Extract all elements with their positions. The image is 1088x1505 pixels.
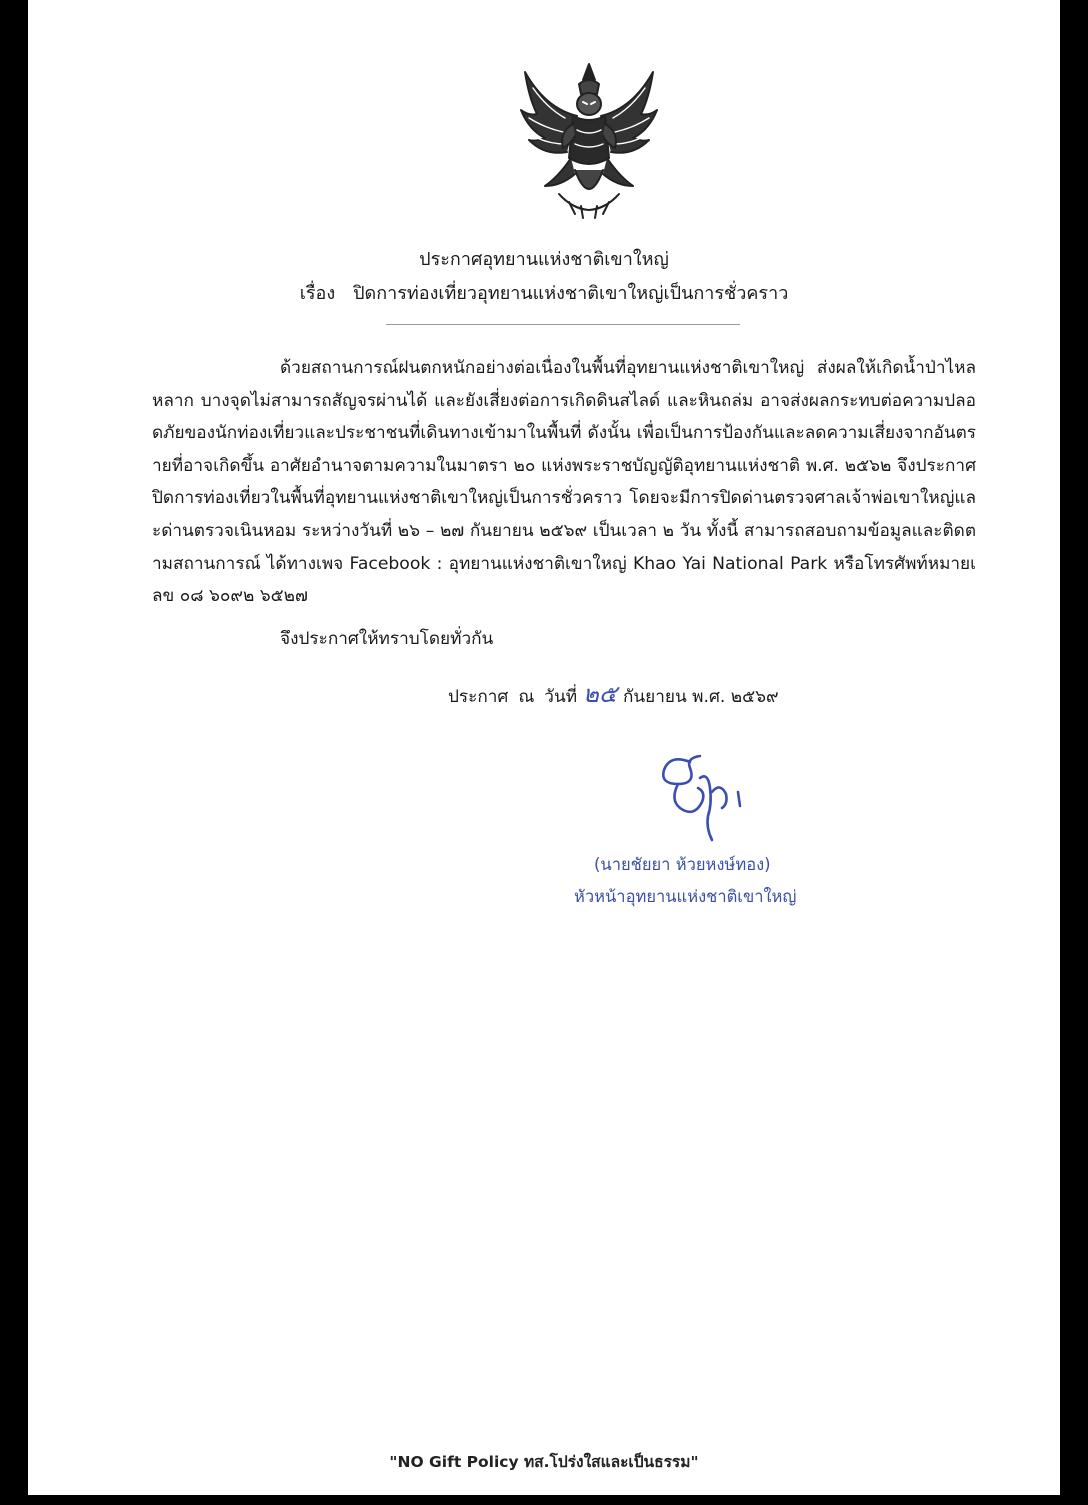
closing-statement: จึงประกาศให้ทราบโดยทั่วกัน [280, 629, 494, 649]
body-paragraph: ด้วยสถานการณ์ฝนตกหนักอย่างต่อเนื่องในพื้นที่อุทยานแห่งชาติเขาใหญ่ ส่งผลให้เกิดน้ำป่าไหลหลาก บางจุดไม่สามารถสัญจรผ่านได้ และยังเสี่ยงต่อการเกิดดินสไลด์ และหินถล่ม อาจส่งผลกระทบต่อความปลอดภัยของนักท่องเที่ยวและประชาชนที่เดินทางเข้ามาในพื้นที่ ดังนั้น เพื่อเป็นการป้องกันและลดความเสี่ยงจากอันตรายที่อาจเกิดขึ้น อาศัยอำนาจตามความในมาตรา ๒๐ แห่งพระราชบัญญัติอุทยานแห่งชาติ พ.ศ. ๒๕๖๒ จึงประกาศปิดการท่องเที่ยวในพื้นที่อุทยานแห่งชาติเขาใหญ่เป็นการชั่วคราว โดยจะมีการปิดด่านตรวจศาลเจ้าพ่อเขาใหญ่และด่านตรวจเนินหอม ระหว่างวันที่ ๒๖ – ๒๗ กันยายน ๒๕๖๙ เป็นเวลา ๒ วัน ทั้งนี้ สามารถสอบถามข้อมูลและติดตามสถานการณ์ ได้ทางเพจ Facebook : อุทยานแห่งชาติเขาใหญ่ Khao Yai National Park หรือโทรศัพท์หมายเลข ๐๘ ๖๐๙๒ ๖๕๒๗ [152, 358, 976, 607]
announcement-body [152, 352, 976, 613]
subject-text: ปิดการท่องเที่ยวอุทยานแห่งชาติเขาใหญ่เป็นการชั่วคราว [353, 283, 789, 304]
announcement-title: ประกาศอุทยานแห่งชาติเขาใหญ่ [419, 249, 669, 270]
date-day-word: วันที่ [544, 687, 578, 707]
date-day-handwritten: ๒๕ [583, 680, 618, 708]
date-month-year: กันยายน พ.ศ. ๒๕๖๙ [623, 687, 779, 707]
date-prefix: ประกาศ [448, 687, 509, 707]
signer-name: (นายชัยยา ห้วยหงษ์ทอง) [594, 855, 771, 874]
announcement-page [28, 0, 1060, 1495]
title-divider [386, 324, 740, 325]
date-at-word: ณ [518, 687, 535, 707]
announcement-subject [28, 282, 1060, 306]
signer-position: หัวหน้าอุทยานแห่งชาติเขาใหญ่ [574, 887, 797, 906]
no-gift-policy-footer: "NO Gift Policy ทส.โปร่งใสและเป็นธรรม" [389, 1453, 699, 1471]
garuda-emblem-icon [515, 58, 663, 223]
subject-label: เรื่อง [299, 283, 336, 304]
announcement-date [448, 680, 779, 711]
handwritten-signature [650, 748, 750, 848]
